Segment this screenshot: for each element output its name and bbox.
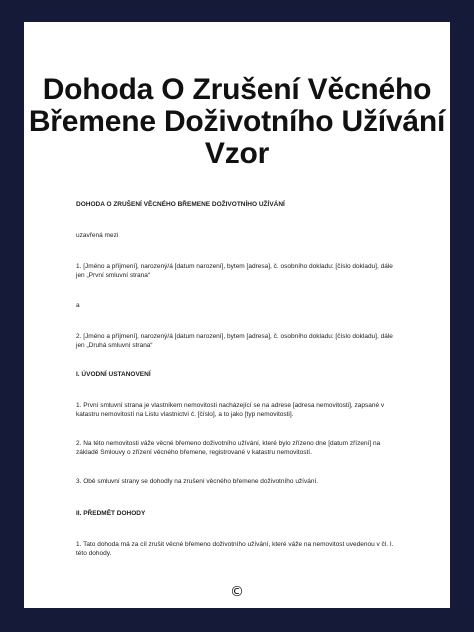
title-line: Dohoda O Zrušení Věcného (42, 73, 432, 106)
section-heading: II. PŘEDMĚT DOHODY (76, 510, 146, 517)
title-line: Vzor (204, 137, 270, 170)
title-line: Břemene Doživotního Užívání (28, 105, 446, 138)
clause-paragraph: 1. Tato dohoda má za cíl zrušit věcné břemeno doživotního užívání, které váže na nemovitost uvedenou v čl. I. této dohody. (76, 541, 394, 557)
clause-paragraph: 3. Obě smluvní strany se dohodly na zrušení věcného břemene doživotního užívání. (76, 478, 319, 485)
document-page (24, 22, 450, 608)
section-heading: I. ÚVODNÍ USTANOVENÍ (76, 371, 151, 378)
clause-paragraph: 1. První smluvní strana je vlastníkem nemovitosti nacházející se na adrese [adresa nemovitosti], zapsané v katastru nemovitostí na Listu vlastnictví č. [číslo], a to jako [typ nemovitosti]. (76, 402, 385, 418)
party-one-paragraph: 1. [Jméno a příjmení], narozený/á [datum narození], bytem [adresa], č. osobního dokladu: [číslo dokladu], dále jen „První smluvní strana“ (76, 263, 393, 279)
document-title (24, 74, 450, 170)
conjunction-text: a (76, 302, 80, 309)
agreement-heading: DOHODA O ZRUŠENÍ VĚCNÉHO BŘEMENE DOŽIVOTNÍHO UŽÍVÁNÍ (76, 201, 285, 208)
party-two-paragraph: 2. [Jméno a příjmení], narozený/á [datum narození], bytem [adresa], č. osobního dokladu: [číslo dokladu], dále jen „Druhá smluvní strana“ (76, 333, 393, 349)
clause-paragraph: 2. Na této nemovitosti váže věcné břemeno doživotního užívání, které bylo zřízeno dne [datum zřízení] na základě Smlouvy o zřízení věcného břemene, registrované v katastru nemovitostí. (76, 440, 381, 456)
concluded-between-text: uzavřená mezi (76, 232, 119, 239)
copyright-icon: © (230, 584, 244, 600)
